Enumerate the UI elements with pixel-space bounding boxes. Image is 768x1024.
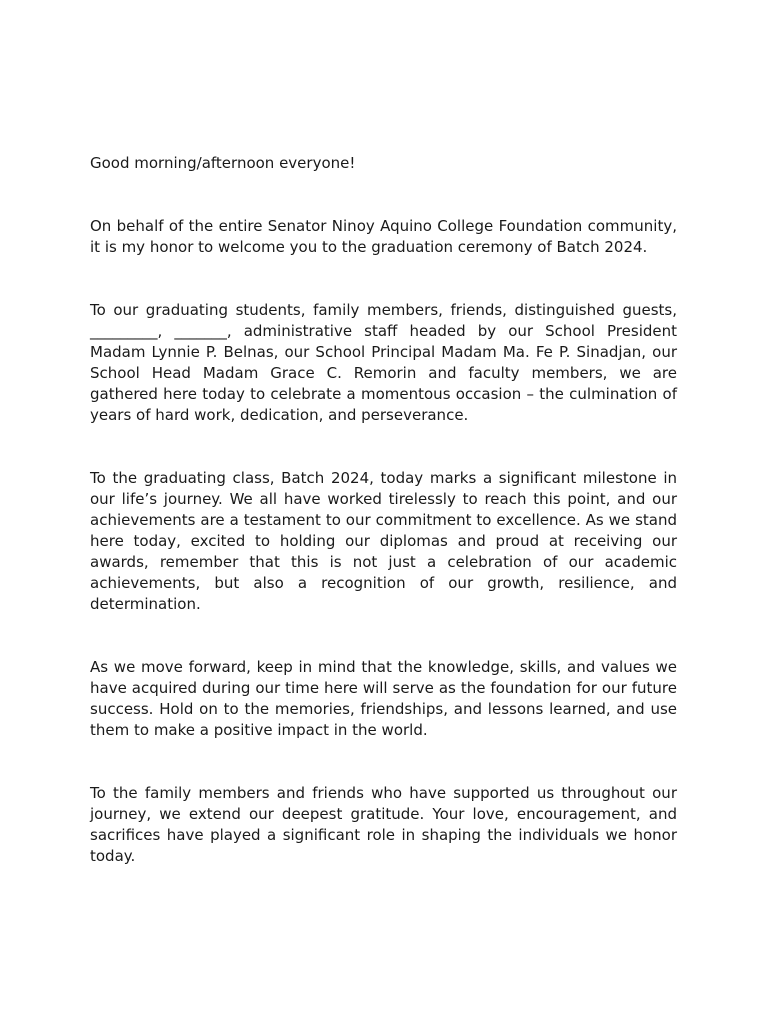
paragraph-welcome: On behalf of the entire Senator Ninoy Aquino College Foundation community, it is my honor to welcome you to the graduation ceremony of Batch 2024. bbox=[90, 217, 677, 256]
greeting-line: Good morning/afternoon everyone! bbox=[90, 154, 356, 172]
speech-body bbox=[90, 153, 677, 909]
paragraph-family-gratitude: To the family members and friends who have supported us throughout our journey, we extend our deepest gratitude. Your love, encouragement, and sacrifices have played a significant role in shaping the individuals we honor today. bbox=[90, 784, 677, 865]
paragraph-acknowledgements: To our graduating students, family members, friends, distinguished guests, _________, _______, administrative staff headed by our School President Madam Lynnie P. Belnas, our School Principal Madam Ma. Fe P. Sinadjan, our School Head Madam Grace C. Remorin and faculty members, we are gathered here today to celebrate a momentous occasion – the culmination of years of hard work, dedication, and perseverance. bbox=[90, 301, 677, 424]
paragraph-graduating-class: To the graduating class, Batch 2024, today marks a significant milestone in our life’s journey. We all have worked tirelessly to reach this point, and our achievements are a testament to our commitment to excellence. As we stand here today, excited to holding our diplomas and proud at receiving our awards, remember that this is not just a celebration of our academic achievements, but also a recognition of our growth, resilience, and determination. bbox=[90, 469, 677, 613]
paragraph-moving-forward: As we move forward, keep in mind that the knowledge, skills, and values we have acquired during our time here will serve as the foundation for our future success. Hold on to the memories, friendships, and lessons learned, and use them to make a positive impact in the world. bbox=[90, 658, 677, 739]
